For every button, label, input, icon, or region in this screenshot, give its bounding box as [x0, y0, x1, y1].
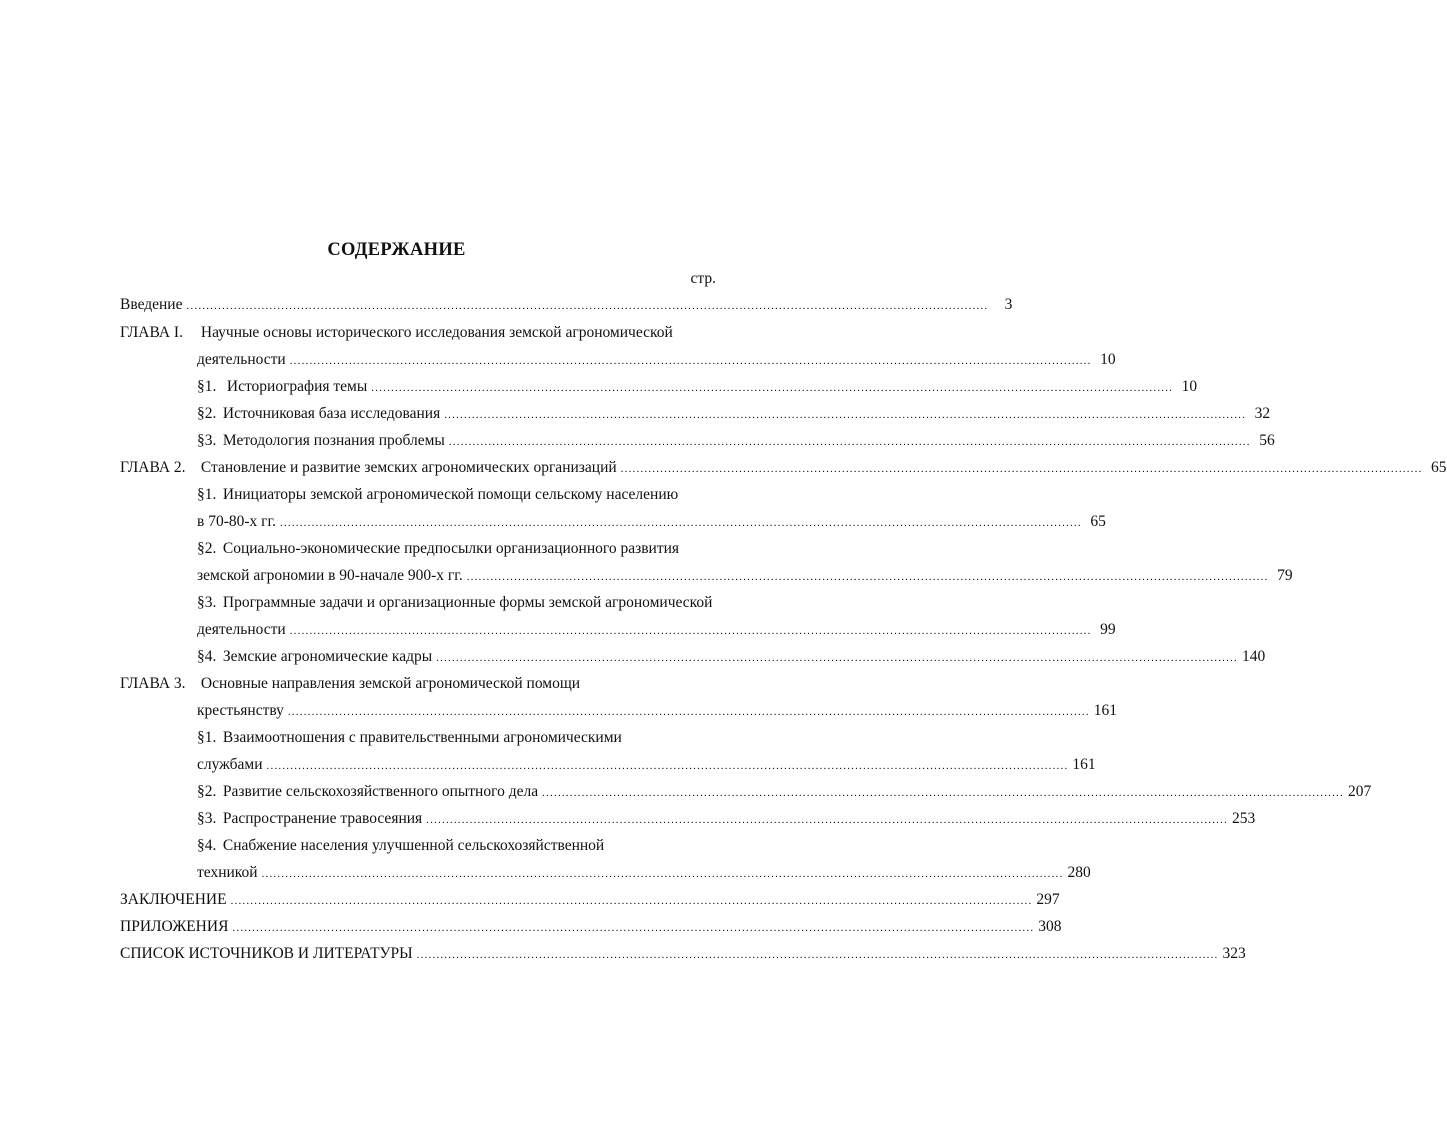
toc-label: Земские агрономические кадры [222, 648, 433, 665]
leader-dots: ........................................................................................................................................................................................................... [444, 409, 1247, 421]
chapter-number: ГЛАВА 3. [120, 675, 186, 692]
leader-dots: ........................................................................................................................................................................................................... [466, 571, 1269, 583]
toc-entry-3-1 [197, 727, 712, 749]
toc-page-number: 10 [1100, 351, 1116, 368]
toc-entry-2-2 [197, 538, 712, 560]
page-title: СОДЕРЖАНИЕ [327, 240, 466, 260]
toc-entry-2-3-cont [197, 619, 1116, 641]
toc-label: Взаимоотношения с правительственными агрономическими [222, 729, 622, 746]
toc-entry-2-1 [197, 484, 712, 506]
toc-entry-conclusion [120, 889, 1060, 911]
toc-label: деятельности [197, 351, 286, 368]
leader-dots: ........................................................................................................................................................................................................... [186, 300, 989, 312]
toc-label: Становление и развитие земских агрономических организаций [200, 459, 617, 476]
toc-label: Методология познания проблемы [222, 432, 445, 449]
section-number: §2. [197, 405, 217, 422]
section-number: §2. [197, 540, 217, 557]
toc-label: службами [197, 756, 263, 773]
toc-entry-1-1 [197, 376, 1198, 398]
section-number: §1. [197, 729, 217, 746]
toc-page-number: 161 [1093, 702, 1117, 719]
section-number: §4. [197, 648, 217, 665]
toc-label: Источниковая база исследования [222, 405, 441, 422]
leader-dots: ........................................................................................................................................................................................................... [371, 382, 1174, 394]
toc-label: Научные основы исторического исследования земской агрономической [200, 324, 673, 341]
toc-page-number: 79 [1277, 567, 1293, 584]
toc-label: ЗАКЛЮЧЕНИЕ [120, 891, 227, 908]
section-number: §3. [197, 810, 217, 827]
toc-entry-2-2-cont [197, 565, 1293, 587]
toc-label: Историография темы [226, 378, 368, 395]
toc-label: техникой [197, 864, 258, 881]
toc-label: Программные задачи и организационные формы земской агрономической [222, 594, 713, 611]
toc-entry-introduction [120, 294, 1013, 316]
toc-page-number: 308 [1038, 918, 1062, 935]
toc-entry-2-4 [197, 646, 1266, 668]
toc-entry-appendices [120, 916, 1062, 938]
toc-entry-chapter-1-cont [197, 349, 1116, 371]
toc-entry-3-3 [197, 808, 1256, 830]
leader-dots: ........................................................................................................................................................................................................... [436, 652, 1238, 664]
leader-dots: ........................................................................................................................................................................................................... [266, 760, 1069, 772]
toc-entry-chapter-3 [120, 673, 712, 695]
leader-dots: ........................................................................................................................................................................................................... [426, 814, 1229, 826]
toc-label: деятельности [197, 621, 286, 638]
toc-page-number: 99 [1100, 621, 1116, 638]
toc-entry-3-4-cont [197, 862, 1091, 884]
toc-label: Распространение травосеяния [222, 810, 423, 827]
chapter-number: ГЛАВА 2. [120, 459, 186, 476]
toc-label: Социально-экономические предпосылки организационного развития [222, 540, 680, 557]
toc-label: Введение [120, 296, 183, 313]
toc-entry-1-3 [197, 430, 1275, 452]
toc-entry-3-2 [197, 781, 1372, 803]
leader-dots: ........................................................................................................................................................................................................... [279, 517, 1082, 529]
section-number: §3. [197, 432, 217, 449]
section-number: §4. [197, 837, 217, 854]
toc-page-number: 32 [1254, 405, 1271, 422]
toc-label: земской агрономии в 90-начале 900-х гг. [197, 567, 463, 584]
leader-dots: ........................................................................................................................................................................................................... [287, 706, 1090, 718]
toc-page-number: 207 [1347, 783, 1372, 800]
toc-page-number: 140 [1241, 648, 1266, 665]
toc-page-number: 3 [1004, 296, 1013, 313]
toc-label: крестьянству [197, 702, 284, 719]
toc-entry-2-1-cont [197, 511, 1106, 533]
page-column-header: стр. [690, 270, 716, 287]
toc-label: Снабжение населения улучшенной сельскохозяйственной [222, 837, 605, 854]
toc-entry-3-4 [197, 835, 712, 857]
toc-entry-3-1-cont [197, 754, 1096, 776]
toc-entry-2-3 [197, 592, 712, 614]
toc-page-number: 56 [1259, 432, 1275, 449]
section-number: §3. [197, 594, 217, 611]
leader-dots: ........................................................................................................................................................................................................... [542, 787, 1344, 799]
toc-page-number: 280 [1067, 864, 1091, 881]
toc-entry-bibliography [120, 943, 1246, 965]
leader-dots: ........................................................................................................................................................................................................... [448, 436, 1251, 448]
toc-entry-1-2 [197, 403, 1271, 425]
toc-label: Инициаторы земской агрономической помощи сельскому населению [222, 486, 679, 503]
toc-entry-chapter-1 [120, 322, 712, 344]
leader-dots: ........................................................................................................................................................................................................... [620, 463, 1423, 475]
leader-dots: ........................................................................................................................................................................................................... [230, 895, 1033, 907]
leader-dots: ........................................................................................................................................................................................................... [416, 949, 1219, 961]
leader-dots: ........................................................................................................................................................................................................... [289, 625, 1092, 637]
section-number: §2. [197, 783, 217, 800]
leader-dots: ........................................................................................................................................................................................................... [261, 868, 1064, 880]
section-number: §1. [197, 486, 217, 503]
toc-entry-chapter-3-cont [197, 700, 1117, 722]
toc-label: СПИСОК ИСТОЧНИКОВ И ЛИТЕРАТУРЫ [120, 945, 413, 962]
toc-label: ПРИЛОЖЕНИЯ [120, 918, 229, 935]
toc-entry-chapter-2 [120, 457, 1447, 479]
toc-page-number: 297 [1036, 891, 1060, 908]
section-number: §1. [197, 378, 217, 395]
toc-page-number: 323 [1222, 945, 1246, 962]
leader-dots: ........................................................................................................................................................................................................... [232, 922, 1035, 934]
leader-dots: ........................................................................................................................................................................................................... [289, 355, 1092, 367]
toc-label: Развитие сельскохозяйственного опытного дела [222, 783, 539, 800]
toc-page-number: 161 [1072, 756, 1096, 773]
chapter-number: ГЛАВА I. [120, 324, 183, 341]
toc-label: Основные направления земской агрономической помощи [200, 675, 581, 692]
toc-page-number: 10 [1181, 378, 1198, 395]
toc-page-number: 65 [1090, 513, 1106, 530]
toc-page-number: 65 [1431, 459, 1447, 476]
toc-label: в 70-80-х гг. [197, 513, 276, 530]
toc-page-number: 253 [1232, 810, 1256, 827]
